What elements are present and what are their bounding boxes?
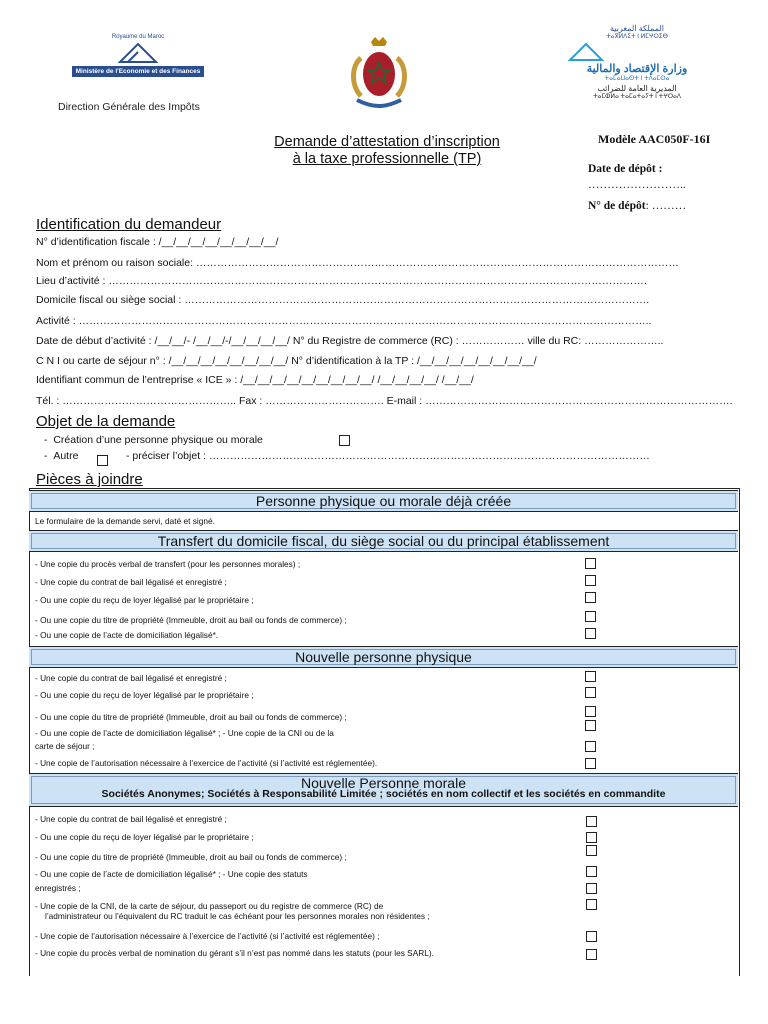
sec1-item: Le formulaire de la demande servi, daté et signé. [35, 516, 215, 526]
title-line-2: à la taxe professionnelle (TP) [292, 151, 482, 167]
form-title [222, 134, 552, 168]
section-transfer: Transfert du domicile fiscal, du siège social ou du principal établissement [29, 530, 738, 552]
sec4-item: enregistrés ; [35, 883, 81, 893]
ministry-logo [58, 26, 218, 122]
sec2-item: - Une copie du procès verbal de transfert (pour les personnes morales) ; [35, 559, 301, 569]
sec4-item: - Ou une copie de l’acte de domiciliation légalisé* ; - Une copie des statuts [35, 869, 308, 879]
sec3-checkbox[interactable] [585, 671, 596, 682]
kingdom-label: Royaume du Maroc [111, 34, 165, 40]
deposit-number[interactable]: N° de dépôt: ……… [588, 200, 687, 212]
sec3-item: - Une copie du contrat de bail légalisé et enregistré ; [35, 673, 227, 683]
sec3-item: - Ou une copie du reçu de loyer légalisé par le propriétaire ; [35, 690, 254, 700]
identification-heading: Identification du demandeur [36, 216, 222, 233]
sec4-item: - Une copie du contrat de bail légalisé et enregistré ; [35, 814, 227, 824]
activity-field[interactable]: Activité : ……………………………………………………………………………………………………………………………………………….. [36, 315, 652, 327]
sec4-checkbox[interactable] [586, 845, 597, 856]
deposit-date-label: Date de dépôt : [588, 163, 663, 175]
sec2-checkbox[interactable] [585, 575, 596, 586]
sec2-checkbox[interactable] [585, 628, 596, 639]
sec4-checkbox[interactable] [586, 816, 597, 827]
sec4-checkbox[interactable] [586, 949, 597, 960]
model-reference: Modèle AAC050F-16I [598, 132, 711, 146]
sec3-item: - Ou une copie de l’acte de domiciliation légalisé* ; - Une copie de la CNI ou de la [35, 728, 334, 738]
sec4-checkbox[interactable] [586, 866, 597, 877]
sec3-item: carte de séjour ; [35, 741, 95, 751]
sec3-checkbox[interactable] [585, 706, 596, 717]
creation-checkbox[interactable] [339, 435, 350, 446]
contact-field[interactable]: Tél. : ………………………………………….. Fax : ……………………………. E-mail : ……………………………………………………………………………. [36, 395, 733, 407]
autre-precision-field[interactable]: - préciser l’objet : ……………………………………………………………………………………………………………… [126, 450, 650, 462]
name-field[interactable]: Nom et prénom ou raison sociale: ………………………………………………………………………………………………………………………… [36, 257, 679, 269]
sec2-item: - Ou une copie du reçu de loyer légalisé par le propriétaire ; [35, 595, 254, 605]
sec3-checkbox[interactable] [585, 720, 596, 731]
sec3-item: - Ou une copie du titre de propriété (Immeuble, droit au bail ou fonds de commerce) ; [35, 712, 347, 722]
sec4-item: - Ou une copie du reçu de loyer légalisé par le propriétaire ; [35, 832, 254, 842]
royal-crest-icon [343, 36, 415, 112]
dgi-arabic-logo [552, 24, 722, 124]
sec2-checkbox[interactable] [585, 592, 596, 603]
sec4-item: - Une copie de l’autorisation nécessaire à l’exercice de l’activité (si l’activité est réglementée) ; [35, 931, 380, 941]
sec3-checkbox[interactable] [585, 741, 596, 752]
section-new-physical-person: Nouvelle personne physique [29, 646, 738, 668]
sec4-checkbox[interactable] [586, 931, 597, 942]
arabic-ministry-label: وزارة الإقتصاد والمالية [586, 63, 688, 75]
tifinagh-dgi-label: ⵜⴰⵎⵀⵍⴰ ⵜⴰⵎⴰⵜⴰⵢⵜ ⵏ ⵜⵖⵔⴰⴷ [592, 94, 682, 100]
sec2-item: - Ou une copie de l’acte de domiciliation légalisé*. [35, 630, 219, 640]
deposit-date-value[interactable]: …………………….. [588, 179, 686, 191]
cni-field[interactable]: C N I ou carte de séjour n° : /__/__/__/__/__/__/__/__/ N° d’identification à la TP : /__/__/__/__/__/__/__/__/ [36, 355, 537, 367]
sec3-item: - Une copie de l’autorisation nécessaire à l’exercice de l’activité (si l’activité est réglementée). [35, 758, 378, 768]
sec4-item: l’administrateur ou l’équivalent du RC traduit le cas échéant pour les personnes morales non résidentes ; [45, 911, 430, 921]
sec4-item: - Ou une copie du titre de propriété (Immeuble, droit au bail ou fonds de commerce) ; [35, 852, 347, 862]
ice-field[interactable]: Identifiant commun de l’entreprise « ICE » : /__/__/__/__/__/__/__/__/__/ /__/__/__/__/ /__/__/ [36, 374, 474, 386]
sec2-checkbox[interactable] [585, 558, 596, 569]
arabic-logo-emblem-icon [552, 40, 722, 62]
legal-person-subtitle: Sociétés Anonymes; Sociétés à Responsabilité Limitée ; sociétés en nom collectif et les sociétés en commandite [101, 788, 666, 800]
pieces-table [29, 488, 739, 976]
sec4-checkbox[interactable] [586, 899, 597, 910]
tifinagh-kingdom-label: ⵜⴰⴳⵍⴷⵉⵜ ⵏ ⵍⵎⵖⵔⵉⴱ [606, 34, 668, 40]
title-line-1: Demande d’attestation d’inscription [274, 134, 500, 150]
arabic-dgi-label: المديرية العامة للضرائب [597, 84, 677, 93]
ministry-emblem-icon [58, 40, 218, 64]
sec3-checkbox[interactable] [585, 687, 596, 698]
activity-place-field[interactable]: Lieu d’activité : ………………………………………………………………………………………………………………………………………. [36, 275, 647, 287]
dgi-label: Direction Générale des Impôts [58, 101, 200, 113]
sec4-item: - Une copie de la CNI, de la carte de séjour, du passeport ou du registre de commerce (RC) de [35, 901, 384, 911]
pieces-heading: Pièces à joindre [36, 471, 143, 488]
section-existing-person: Personne physique ou morale déjà créée [29, 490, 738, 512]
sec2-item: - Une copie du contrat de bail légalisé et enregistré ; [35, 577, 227, 587]
sec2-item: - Ou une copie du titre de propriété (Immeuble, droit au bail ou fonds de commerce) ; [35, 615, 347, 625]
sec4-item: - Une copie du procès verbal de nomination du gérant s’il n’est pas nommé dans les statuts (pour les SARL). [35, 948, 434, 958]
ministry-label: Ministère de l'Economie et des Finances [72, 66, 204, 77]
sec2-checkbox[interactable] [585, 611, 596, 622]
sec4-checkbox[interactable] [586, 832, 597, 843]
sec3-checkbox[interactable] [585, 758, 596, 769]
start-date-field[interactable]: Date de début d’activité : /__/__/- /__/__/-/__/__/__/__/ N° du Registre de commerce (RC) : ……………… ville du RC: ………………….. [36, 335, 664, 347]
domicile-field[interactable]: Domicile fiscal ou siège social : ……………………………………………………………………………………………………………………. [36, 294, 650, 306]
autre-checkbox[interactable] [97, 455, 108, 466]
arabic-kingdom-label: المملكة المغربية [610, 24, 664, 33]
fiscal-id-field[interactable]: N° d’identification fiscale : /__/__/__/__/__/__/__/__/ [36, 236, 279, 248]
sec4-checkbox[interactable] [586, 883, 597, 894]
objet-option-autre: - Autre [44, 450, 79, 462]
objet-option-creation: - Création d’une personne physique ou morale [44, 434, 263, 446]
section-new-legal-person: Nouvelle Personne morale Sociétés Anonymes; Sociétés à Responsabilité Limitée ; sociétés en nom collectif et les sociétés en commandite [29, 773, 738, 807]
tifinagh-ministry-label: ⵜⴰⵎⴰⵡⴰⵙⵜ ⵏ ⵜⴷⴰⵎⵙⴰ [604, 76, 670, 82]
objet-heading: Objet de la demande [36, 413, 176, 430]
